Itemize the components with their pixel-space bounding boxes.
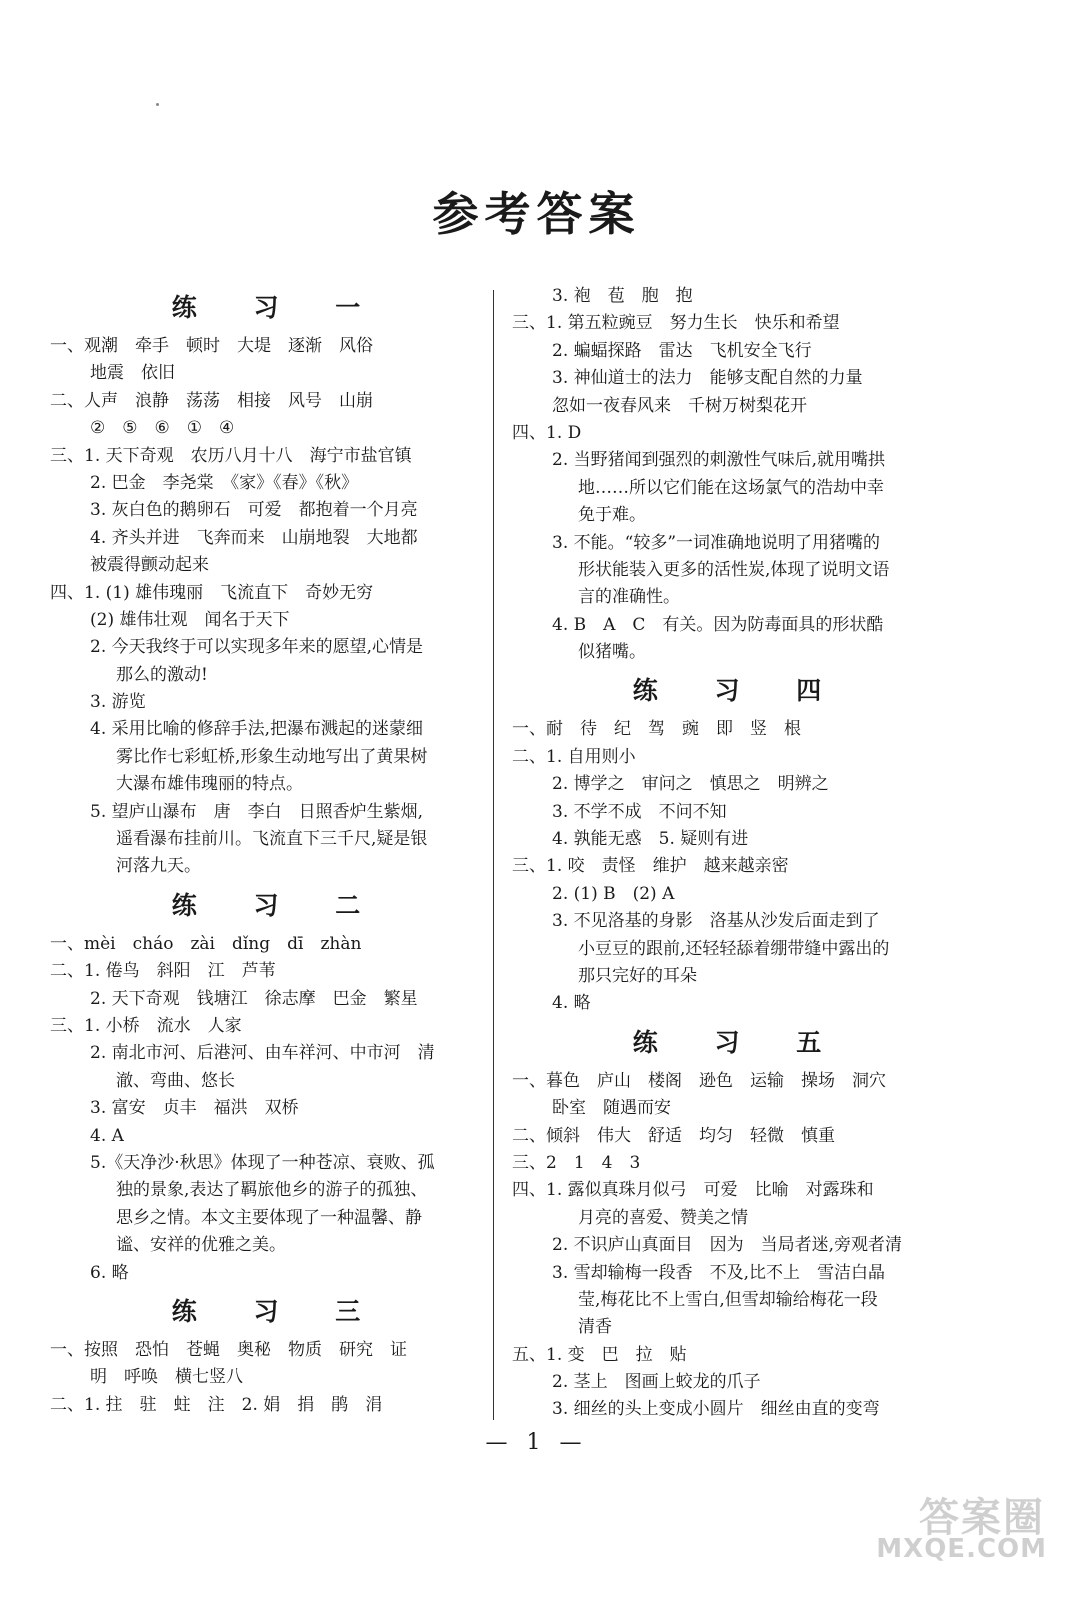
answer-line: 一、观潮 牵手 顿时 大堤 逐渐 风俗 bbox=[50, 336, 373, 356]
answer-line: 3. 富安 贞丰 福洪 双桥 bbox=[90, 1098, 299, 1119]
answer-line: 明 呼唤 横七竖八 bbox=[90, 1367, 243, 1388]
answer-line: 三、1. 天下奇观 农历八月十八 海宁市盐官镇 bbox=[50, 445, 412, 466]
section-heading: 练 习 一 bbox=[171, 293, 385, 322]
answer-line: 被震得颤动起来 bbox=[90, 555, 209, 576]
answer-line: 三、1. 咬 责怪 维护 越来越亲密 bbox=[512, 856, 789, 877]
answer-line: 3. 游览 bbox=[90, 692, 146, 713]
watermark-en: MXQE.COM bbox=[876, 1534, 1047, 1564]
answer-line: 那么的激动! bbox=[116, 664, 208, 685]
answer-line: 免于难。 bbox=[578, 505, 646, 526]
answer-line: 3. 袍 苞 胞 抱 bbox=[552, 286, 693, 306]
answer-line: 2. (1) B (2) A bbox=[552, 883, 675, 904]
answer-line: 4. A bbox=[90, 1125, 124, 1146]
watermark-cn: 答案圈 bbox=[919, 1495, 1045, 1541]
answer-line: 3. 雪却输梅一段香 不及,比不上 雪洁白晶 bbox=[552, 1262, 886, 1283]
answer-line: 4. B A C 有关。因为防毒面具的形状酷 bbox=[552, 614, 884, 635]
scan-speck bbox=[156, 103, 159, 106]
answer-line: 谧、安祥的优雅之美。 bbox=[116, 1235, 286, 1256]
answer-line: ② ⑤ ⑥ ① ④ bbox=[90, 418, 235, 439]
right-column bbox=[512, 283, 942, 1424]
answer-line: 卧室 随遇而安 bbox=[552, 1098, 671, 1119]
section-heading: 练 习 三 bbox=[171, 1296, 385, 1326]
answer-line: 似猪嘴。 bbox=[578, 642, 646, 663]
answer-line: 思乡之情。本文主要体现了一种温馨、静 bbox=[116, 1207, 422, 1228]
answer-line: 河落九天。 bbox=[116, 856, 201, 877]
answer-line: 二、倾斜 伟大 舒适 均匀 轻微 慎重 bbox=[512, 1125, 835, 1146]
answer-line: 6. 略 bbox=[90, 1262, 129, 1283]
answer-line: 2. 天下奇观 钱塘江 徐志摩 巴金 繁星 bbox=[90, 988, 418, 1009]
section-heading: 练 习 五 bbox=[632, 1027, 846, 1057]
answer-line: 二、人声 浪静 荡荡 相接 风号 山崩 bbox=[50, 390, 373, 411]
answer-line: 地震 依旧 bbox=[90, 363, 175, 384]
answer-line: 2. 当野猪闻到强烈的刺激性气味后,就用嘴拱 bbox=[552, 450, 886, 471]
answer-line: 五、1. 变 巴 拉 贴 bbox=[512, 1344, 687, 1365]
answer-line: 二、1. 自用则小 bbox=[512, 746, 636, 767]
answer-line: 5.《天净沙·秋思》体现了一种苍凉、衰败、孤 bbox=[90, 1152, 435, 1173]
page-number: — 1 — bbox=[485, 1430, 588, 1455]
section-heading: 练 习 四 bbox=[632, 676, 846, 706]
answer-line: 二、1. 倦鸟 斜阳 江 芦苇 bbox=[50, 961, 276, 982]
answer-line: 二、1. 拄 驻 蛀 注 2. 娟 捐 鹃 涓 bbox=[50, 1394, 383, 1415]
answer-line: 澈、弯曲、悠长 bbox=[116, 1070, 235, 1091]
answer-line: 形状能装入更多的活性炭,体现了说明文语 bbox=[578, 559, 890, 580]
answer-line: 月亮的喜爱、赞美之情 bbox=[578, 1207, 748, 1228]
answer-line: 三、1. 小桥 流水 人家 bbox=[50, 1015, 242, 1036]
answer-line: 4. 齐头并进 飞奔而来 山崩地裂 大地都 bbox=[90, 527, 418, 548]
answer-line: 4. 孰能无惑 5. 疑则有进 bbox=[552, 829, 749, 850]
answer-line: 3. 灰白色的鹅卵石 可爱 都抱着一个月亮 bbox=[90, 500, 418, 521]
answer-line: 忽如一夜春风来 千树万树梨花开 bbox=[552, 395, 807, 416]
answer-line: 遥看瀑布挂前川。飞流直下三千尺,疑是银 bbox=[116, 829, 428, 850]
answer-line: 四、1. (1) 雄伟瑰丽 飞流直下 奇妙无穷 bbox=[50, 582, 374, 603]
answer-line: 2. 巴金 李尧棠 《家》《春》《秋》 bbox=[90, 472, 359, 493]
answer-line: 独的景象,表达了羁旅他乡的游子的孤独、 bbox=[116, 1180, 428, 1201]
answer-line: 3. 不能。“较多”一词准确地说明了用猪嘴的 bbox=[552, 532, 881, 553]
answer-line: 雾比作七彩虹桥,形象生动地写出了黄果树 bbox=[116, 746, 428, 767]
answer-line: 2. 蝙蝠探路 雷达 飞机安全飞行 bbox=[552, 340, 812, 361]
answer-line: 4. 采用比喻的修辞手法,把瀑布溅起的迷蒙细 bbox=[90, 719, 424, 740]
answer-line: (2) 雄伟壮观 闻名于天下 bbox=[90, 609, 290, 630]
answer-line: 一、按照 恐怕 苍蝇 奥秘 物质 研究 证 bbox=[50, 1339, 407, 1360]
answer-line: 2. 博学之 审问之 慎思之 明辨之 bbox=[552, 774, 829, 795]
answer-line: 大瀑布雄伟瑰丽的特点。 bbox=[116, 774, 303, 795]
answer-line: 清香 bbox=[578, 1317, 612, 1338]
section-heading: 练 习 二 bbox=[171, 890, 385, 920]
answer-line: 3. 不学不成 不问不知 bbox=[552, 801, 727, 822]
answer-line: 三、1. 第五粒豌豆 努力生长 快乐和希望 bbox=[512, 313, 840, 334]
answer-line: 三、2 1 4 3 bbox=[512, 1152, 641, 1173]
answer-line: 一、mèi cháo zài dǐng dī zhàn bbox=[50, 933, 362, 954]
answer-line: 莹,梅花比不上雪白,但雪却输给梅花一段 bbox=[578, 1289, 878, 1310]
answer-line: 四、1. D bbox=[512, 422, 582, 443]
answer-line: 2. 南北市河、后港河、由车祥河、中市河 清 bbox=[90, 1043, 435, 1064]
answer-line: 2. 茎上 图画上蛟龙的爪子 bbox=[552, 1372, 761, 1393]
answer-line: 一、暮色 庐山 楼阁 逊色 运输 操场 洞穴 bbox=[512, 1070, 886, 1091]
answer-line: 一、耐 待 纪 驾 豌 即 竖 根 bbox=[512, 719, 801, 740]
answer-line: 言的准确性。 bbox=[578, 587, 680, 608]
left-column bbox=[50, 283, 482, 1419]
answer-line: 4. 略 bbox=[552, 993, 591, 1014]
answer-line: 四、1. 露似真珠月似弓 可爱 比喻 对露珠和 bbox=[512, 1180, 874, 1201]
answer-line: 3. 不见洛基的身影 洛基从沙发后面走到了 bbox=[552, 911, 880, 932]
answer-line: 5. 望庐山瀑布 唐 李白 日照香炉生紫烟, bbox=[90, 801, 424, 822]
page-title: 参考答案 bbox=[432, 187, 641, 241]
answer-line: 2. 今天我终于可以实现多年来的愿望,心情是 bbox=[90, 637, 424, 658]
column-divider bbox=[493, 290, 494, 1420]
answer-line: 3. 细丝的头上变成小圆片 细丝由直的变弯 bbox=[552, 1399, 880, 1420]
answer-line: 3. 神仙道士的法力 能够支配自然的力量 bbox=[552, 368, 863, 389]
answer-line: 地……所以它们能在这场氯气的浩劫中幸 bbox=[578, 477, 884, 498]
answer-line: 小豆豆的跟前,还轻轻舔着绷带缝中露出的 bbox=[578, 938, 890, 959]
answer-line: 2. 不识庐山真面目 因为 当局者迷,旁观者清 bbox=[552, 1235, 903, 1256]
answer-line: 那只完好的耳朵 bbox=[578, 965, 697, 986]
watermark-logo bbox=[851, 1486, 1051, 1572]
